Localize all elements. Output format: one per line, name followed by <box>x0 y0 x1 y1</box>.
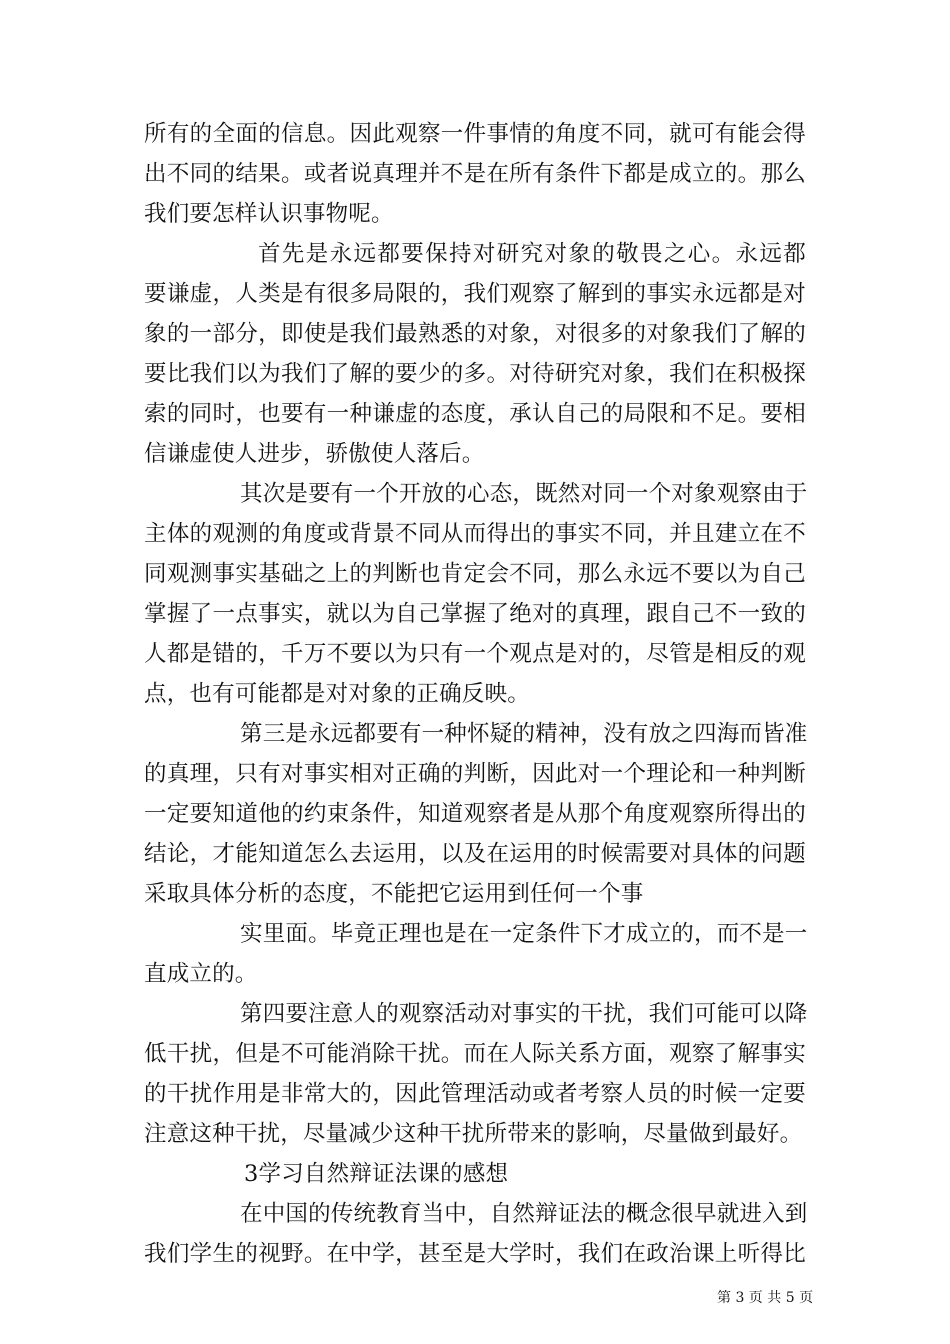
text-line: 点，也有可能都是对对象的正确反映。 <box>144 681 530 707</box>
paragraph-first-line: 实里面。毕竟正理也是在一定条件下才成立的，而不是一 <box>240 921 808 947</box>
text-line: 的真理，只有对事实相对正确的判断，因此对一个理论和一种判断 <box>144 761 806 787</box>
section-heading: 3学习自然辩证法课的感想 <box>244 1161 509 1187</box>
text-line: 要比我们以为我们了解的要少的多。对待研究对象，我们在积极探 <box>144 361 806 387</box>
text-line: 掌握了一点事实，就以为自己掌握了绝对的真理，跟自己不一致的 <box>144 601 806 627</box>
text-line: 所有的全面的信息。因此观察一件事情的角度不同，就可有能会得 <box>144 121 806 147</box>
text-line: 索的同时，也要有一种谦虚的态度，承认自己的局限和不足。要相 <box>144 401 806 427</box>
paragraph-first-line: 第四要注意人的观察活动对事实的干扰，我们可能可以降 <box>240 1001 808 1027</box>
text-line: 出不同的结果。或者说真理并不是在所有条件下都是成立的。那么 <box>144 161 806 187</box>
text-line: 主体的观测的角度或背景不同从而得出的事实不同，并且建立在不 <box>144 521 806 547</box>
text-line: 人都是错的，千万不要以为只有一个观点是对的，尽管是相反的观 <box>144 641 806 667</box>
page-number: 第 3 页 共 5 页 <box>717 1290 814 1306</box>
paragraph-first-line: 在中国的传统教育当中，自然辩证法的概念很早就进入到 <box>240 1201 808 1227</box>
text-line: 结论，才能知道怎么去运用，以及在运用的时候需要对具体的问题 <box>144 841 806 867</box>
text-line: 象的一部分，即使是我们最熟悉的对象，对很多的对象我们了解的 <box>144 321 806 347</box>
text-line: 同观测事实基础之上的判断也肯定会不同，那么永远不要以为自己 <box>144 561 806 587</box>
paragraph-first-line: 其次是要有一个开放的心态，既然对同一个对象观察由于 <box>240 481 808 507</box>
text-line: 采取具体分析的态度，不能把它运用到任何一个事 <box>144 881 644 907</box>
text-line: 注意这种干扰，尽量减少这种干扰所带来的影响，尽量做到最好。 <box>144 1121 803 1147</box>
paragraph-first-line: 第三是永远都要有一种怀疑的精神，没有放之四海而皆准 <box>240 721 808 747</box>
text-line: 直成立的。 <box>144 961 258 987</box>
text-line: 我们学生的视野。在中学，甚至是大学时，我们在政治课上听得比 <box>144 1241 806 1267</box>
text-line: 一定要知道他的约束条件，知道观察者是从那个角度观察所得出的 <box>144 801 806 827</box>
text-line: 要谦虚，人类是有很多局限的，我们观察了解到的事实永远都是对 <box>144 281 806 307</box>
text-line: 我们要怎样认识事物呢。 <box>144 201 394 227</box>
text-line: 低干扰，但是不可能消除干扰。而在人际关系方面，观察了解事实 <box>144 1041 806 1067</box>
paragraph-first-line: 首先是永远都要保持对研究对象的敬畏之心。永远都 <box>258 241 806 267</box>
text-line: 信谦虚使人进步，骄傲使人落后。 <box>144 441 485 467</box>
text-line: 的干扰作用是非常大的，因此管理活动或者考察人员的时候一定要 <box>144 1081 806 1107</box>
